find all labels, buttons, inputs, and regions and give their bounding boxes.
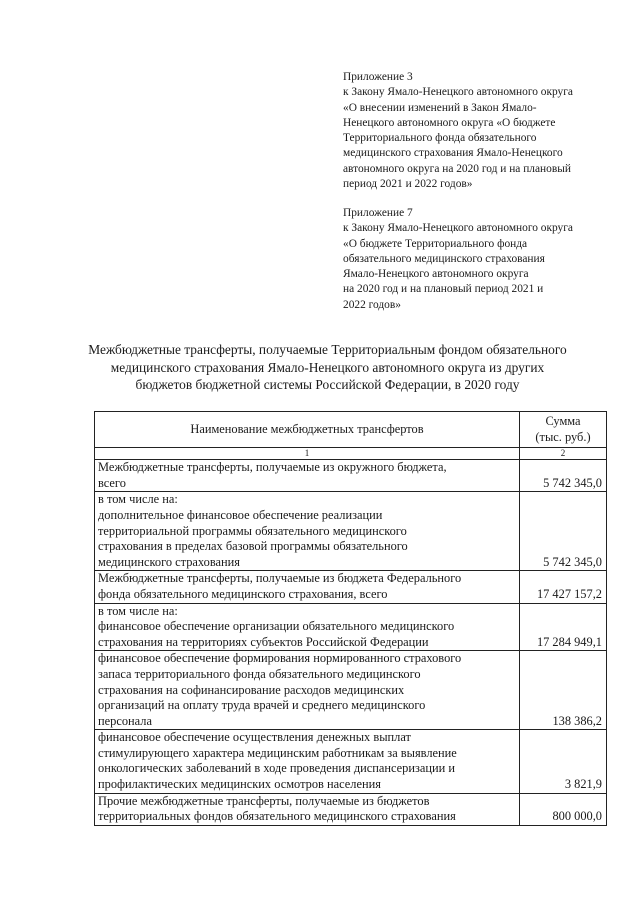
transfer-sum-cell: 17 284 949,1 bbox=[520, 603, 607, 651]
transfer-sum-cell: 800 000,0 bbox=[520, 793, 607, 825]
header-sum-cell bbox=[520, 412, 607, 448]
transfer-name-line: медицинского страхования bbox=[98, 554, 240, 569]
header-sum-unit: (тыс. руб.) bbox=[535, 429, 591, 444]
transfer-name-cell bbox=[95, 603, 520, 651]
transfer-name-line: дополнительное финансовое обеспечение реализации bbox=[98, 507, 383, 522]
transfer-sum-cell: 138 386,2 bbox=[520, 651, 607, 730]
transfer-name-line: территориальной программы обязательного медицинского bbox=[98, 523, 407, 538]
document-title bbox=[60, 341, 595, 394]
appendix-line: на 2020 год и на плановый период 2021 и bbox=[343, 283, 544, 296]
transfer-name-cell bbox=[95, 793, 520, 825]
appendix-line: «О бюджете Территориального фонда bbox=[343, 237, 528, 250]
transfer-name-line: страхования на территориях субъектов Российской Федерации bbox=[98, 634, 429, 649]
appendix-line: период 2021 и 2022 годов» bbox=[343, 178, 473, 191]
transfer-name-line: онкологических заболеваний в ходе проведения диспансеризации и bbox=[98, 761, 456, 776]
table-row bbox=[95, 460, 607, 492]
column-number-2: 2 bbox=[520, 448, 607, 460]
transfer-name-cell bbox=[95, 730, 520, 793]
transfer-name-line: Межбюджетные трансферты, получаемые из бюджета Федерального bbox=[98, 571, 462, 586]
transfer-name-line: запаса территориального фонда обязательного медицинского bbox=[98, 666, 421, 681]
transfer-name-cell bbox=[95, 492, 520, 571]
table-row bbox=[95, 571, 607, 603]
transfer-name-cell bbox=[95, 571, 520, 603]
title-line: бюджетов бюджетной системы Российской Федерации, в 2020 году bbox=[135, 377, 520, 392]
appendix-line: «О внесении изменений в Закон Ямало- bbox=[343, 101, 537, 114]
title-line: медицинского страхования Ямало-Ненецкого автономного округа из других bbox=[110, 359, 545, 375]
table-row bbox=[95, 793, 607, 825]
transfer-name-line: в том числе на: bbox=[98, 492, 178, 507]
transfer-name-line: организаций на оплату труда врачей и среднего медицинского bbox=[98, 698, 426, 713]
transfers-table bbox=[94, 411, 607, 826]
transfer-sum-cell: 17 427 157,2 bbox=[520, 571, 607, 603]
transfer-name-cell bbox=[95, 651, 520, 730]
transfer-name-line: территориальных фондов обязательного медицинского страхования bbox=[98, 809, 456, 824]
header-name-cell: Наименование межбюджетных трансфертов bbox=[95, 412, 520, 448]
appendix-line: Ненецкого автономного округа «О бюджете bbox=[343, 116, 556, 129]
transfer-name-line: Межбюджетные трансферты, получаемые из окружного бюджета, bbox=[98, 460, 447, 475]
appendix-line: обязательного медицинского страхования bbox=[343, 252, 545, 265]
column-number-row bbox=[95, 448, 607, 460]
transfer-name-line: Прочие межбюджетные трансферты, получаемые из бюджетов bbox=[98, 793, 430, 808]
transfer-name-line: в том числе на: bbox=[98, 603, 178, 618]
column-number-1: 1 bbox=[95, 448, 520, 460]
transfer-name-line: стимулирующего характера медицинским работникам за выявление bbox=[98, 745, 457, 760]
transfer-name-line: финансовое обеспечение организации обязательного медицинского bbox=[98, 619, 455, 634]
table-header-row bbox=[95, 412, 607, 448]
appendix-7-header bbox=[343, 206, 573, 313]
appendix-line: Приложение 7 bbox=[343, 207, 413, 219]
transfer-name-line: профилактических медицинских осмотров населения bbox=[98, 777, 381, 792]
transfer-name-line: финансовое обеспечение осуществления денежных выплат bbox=[98, 730, 411, 745]
appendix-line: медицинского страхования Ямало-Ненецкого bbox=[343, 147, 563, 160]
table-row bbox=[95, 651, 607, 730]
title-line: Межбюджетные трансферты, получаемые Территориальным фондом обязательного bbox=[88, 342, 567, 357]
transfer-name-line: персонала bbox=[98, 713, 152, 728]
appendix-line: Приложение 3 bbox=[343, 71, 413, 83]
table-row bbox=[95, 603, 607, 651]
transfer-name-line: финансовое обеспечение формирования нормированного страхового bbox=[98, 651, 462, 666]
appendix-line: к Закону Ямало-Ненецкого автономного округа bbox=[343, 86, 573, 99]
transfer-name-line: страхования на софинансирование расходов медицинских bbox=[98, 682, 405, 697]
transfer-name-cell bbox=[95, 460, 520, 492]
appendix-line: к Закону Ямало-Ненецкого автономного округа bbox=[343, 222, 573, 235]
appendix-line: автономного округа на 2020 год и на плановый bbox=[343, 162, 571, 175]
header-sum-label: Сумма bbox=[545, 414, 581, 428]
transfer-name-line: страхования в пределах базовой программы обязательного bbox=[98, 539, 408, 554]
table-row bbox=[95, 730, 607, 793]
appendix-line: Ямало-Ненецкого автономного округа bbox=[343, 268, 529, 281]
appendix-line: Территориального фонда обязательного bbox=[343, 132, 537, 145]
transfer-name-line: всего bbox=[98, 475, 126, 490]
transfer-name-line: фонда обязательного медицинского страхования, всего bbox=[98, 586, 388, 601]
table-row bbox=[95, 492, 607, 571]
transfer-sum-cell: 3 821,9 bbox=[520, 730, 607, 793]
appendix-3-header bbox=[343, 70, 573, 192]
appendix-line: 2022 годов» bbox=[343, 298, 401, 311]
transfer-sum-cell: 5 742 345,0 bbox=[520, 492, 607, 571]
transfer-sum-cell: 5 742 345,0 bbox=[520, 460, 607, 492]
